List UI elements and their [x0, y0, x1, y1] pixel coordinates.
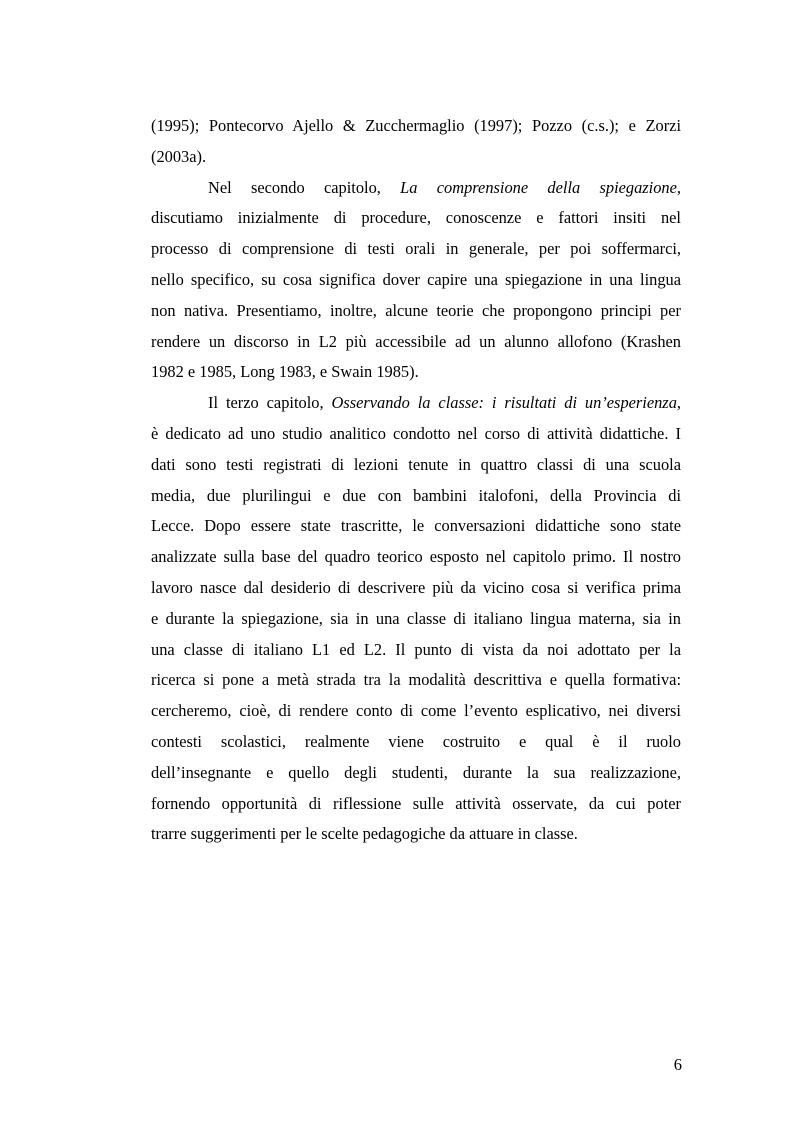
text-line: nello specifico, su cosa significa dover capire una spiegazione in una lingua [151, 269, 681, 289]
text-line: non nativa. Presentiamo, inoltre, alcune teorie che propongono principi per [151, 300, 681, 320]
text-line: ricerca si pone a metà strada tra la modalità descrittiva e quella formativa: [151, 670, 681, 690]
text-run: Il terzo capitolo, [208, 393, 332, 413]
text-line: fornendo opportunità di riflessione sulle attività osservate, da cui poter [151, 793, 681, 813]
text-run: Nel secondo capitolo, [208, 177, 401, 197]
body-text [151, 111, 681, 850]
text-line: analizzate sulla base del quadro teorico esposto nel capitolo primo. Il nostro [151, 547, 681, 567]
text-line: è dedicato ad uno studio analitico condotto nel corso di attività didattiche. I [151, 423, 681, 443]
text-line: e durante la spiegazione, sia in una classe di italiano lingua materna, sia in [151, 608, 681, 628]
text-line: discutiamo inizialmente di procedure, conoscenze e fattori insiti nel [151, 208, 681, 228]
text-line: dati sono testi registrati di lezioni tenute in quattro classi di una scuola [151, 454, 681, 474]
text-line: dell’insegnante e quello degli studenti, durante la sua realizzazione, [151, 762, 681, 782]
chapter-title-italic: Osservando la classe: i risultati di un’esperienza [331, 393, 677, 413]
text-line: (1995); Pontecorvo Ajello & Zucchermaglio (1997); Pozzo (c.s.); e Zorzi [151, 116, 681, 135]
text-line: rendere un discorso in L2 più accessibile ad un alunno allofono (Krashen [151, 331, 681, 351]
text-line: Lecce. Dopo essere state trascritte, le conversazioni didattiche sono state [151, 516, 681, 536]
text-line: una classe di italiano L1 ed L2. Il punto di vista da noi adottato per la [151, 639, 681, 659]
chapter-title-italic: La comprensione della spiegazione [400, 177, 677, 197]
text-line: cercheremo, cioè, di rendere conto di come l’evento esplicativo, nei diversi [151, 701, 681, 721]
text-line: lavoro nasce dal desiderio di descrivere più da vicino cosa si verifica prima [151, 577, 681, 597]
text-line: contesti scolastici, realmente viene costruito e qual è il ruolo [151, 731, 681, 751]
page-number: 6 [673, 1055, 682, 1074]
paragraph-first-line [151, 388, 681, 419]
text-line: processo di comprensione di testi orali in generale, per poi soffermarci, [151, 239, 681, 259]
text-line: (2003a). [151, 146, 207, 166]
text-line: trarre suggerimenti per le scelte pedagogiche da attuare in classe. [151, 824, 578, 844]
text-run: , [676, 393, 681, 413]
text-run: , [676, 177, 681, 197]
text-line: 1982 e 1985, Long 1983, e Swain 1985). [151, 362, 419, 382]
paragraph-first-line [151, 173, 681, 204]
text-line: media, due plurilingui e due con bambini italofoni, della Provincia di [151, 485, 681, 505]
